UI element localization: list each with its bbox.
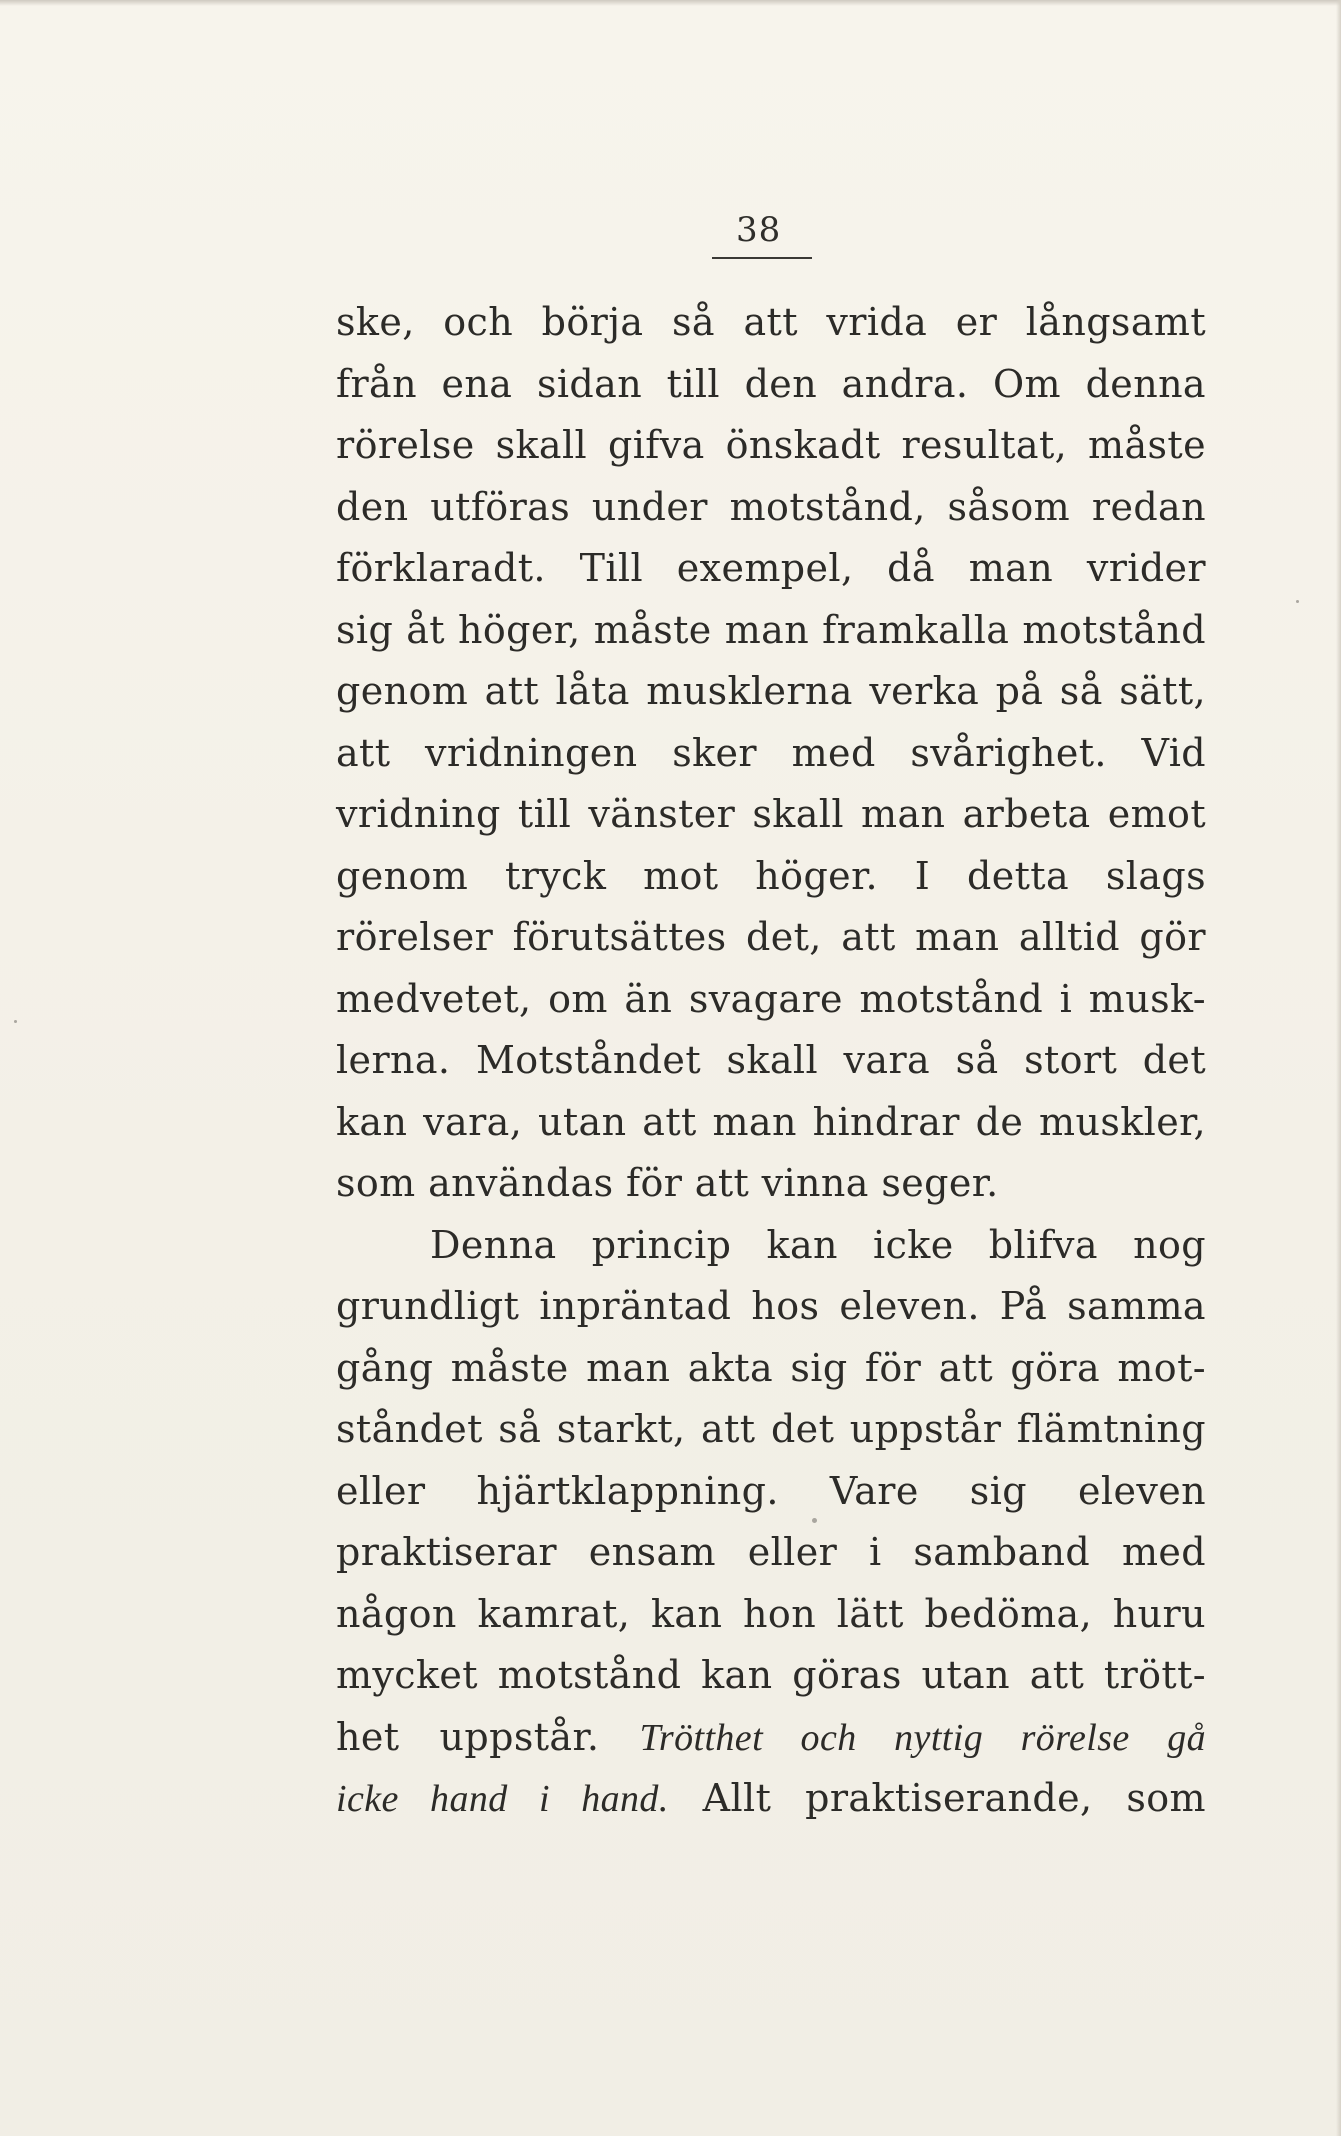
text-line: lerna. Motståndet skall vara så stort det: [336, 1038, 1206, 1082]
text-line: ske, och börja så att vrida er långsamt: [336, 300, 1206, 344]
page-right-edge-shadow: [1336, 0, 1341, 2136]
text-line: medvetet, om än svagare motstånd i musk-: [336, 976, 1206, 1021]
text-line: ståndet så starkt, att det uppstår flämtning: [336, 1407, 1206, 1451]
text-line-mixed: [336, 1707, 1206, 1769]
text-line: förklaradt. Till exempel, då man vrider: [336, 546, 1206, 590]
text-line: från ena sidan till den andra. Om denna: [336, 361, 1206, 406]
text-line: genom att låta musklerna verka på så sätt,: [336, 669, 1206, 713]
paper-speck: [1296, 600, 1299, 603]
paragraph-start-line: Denna princip kan icke blifva nog: [430, 1222, 1206, 1267]
paragraph-end-line: som användas för att vinna seger.: [336, 1161, 999, 1205]
text-line: den utföras under motstånd, såsom redan: [336, 484, 1206, 529]
text-line: kan vara, utan att man hindrar de muskler,: [336, 1099, 1206, 1144]
text-line: att vridningen sker med svårighet. Vid: [336, 730, 1206, 775]
text-line: någon kamrat, kan hon lätt bedöma, huru: [336, 1591, 1206, 1636]
text-line: eller hjärtklappning. Vare sig eleven: [336, 1468, 1206, 1513]
text-line: genom tryck mot höger. I detta slags: [336, 853, 1206, 898]
text-line-mixed: [336, 1768, 1206, 1830]
plain-text-segment: het uppstår.: [336, 1714, 640, 1759]
text-line: vridning till vänster skall man arbeta emot: [336, 792, 1206, 836]
page-number-underline: [712, 257, 812, 259]
text-line: mycket motstånd kan göras utan att trött-: [336, 1653, 1206, 1697]
paper-speck: [14, 1020, 17, 1023]
text-line: gång måste man akta sig för att göra mot-: [336, 1345, 1206, 1390]
paper-speck: [812, 1518, 817, 1523]
text-line: sig åt höger, måste man framkalla motstånd: [336, 607, 1206, 652]
plain-text-segment: Allt praktiserande, som: [668, 1776, 1206, 1820]
page-number: 38: [736, 210, 782, 250]
italic-emphasis: icke hand i hand.: [336, 1778, 669, 1820]
text-line: rörelse skall gifva önskadt resultat, måste: [336, 423, 1206, 467]
italic-emphasis: Trötthet och nyttig rörelse gå: [639, 1716, 1206, 1759]
body-text: [336, 292, 1206, 1830]
text-line: rörelser förutsättes det, att man alltid gör: [336, 915, 1206, 959]
text-line: grundligt inpräntad hos eleven. På samma: [336, 1284, 1206, 1328]
page-top-edge-shadow: [0, 0, 1341, 6]
text-line: praktiserar ensam eller i samband med: [336, 1530, 1206, 1574]
